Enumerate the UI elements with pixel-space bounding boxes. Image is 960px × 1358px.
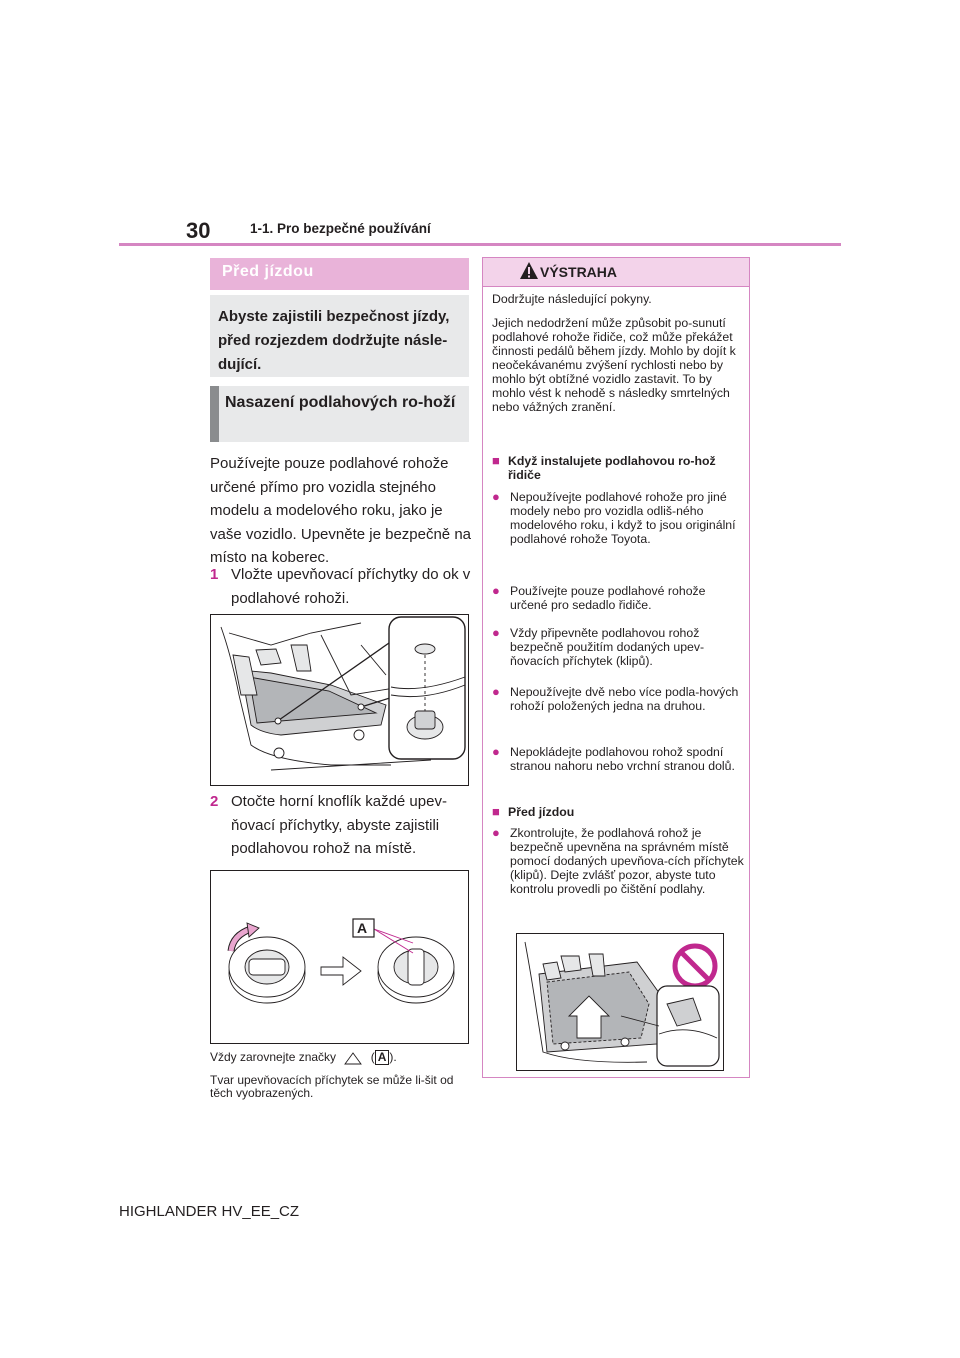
- subheading-text: Když instalujete podlahovou ro-hož řidiče: [508, 454, 716, 482]
- section-title: 1-1. Pro bezpečné používání: [250, 221, 431, 236]
- round-bullet-icon: ●: [492, 583, 500, 598]
- bullet-text: Nepoužívejte dvě nebo více podla-hových rohoží položených jedna na druhou.: [510, 685, 739, 713]
- caption-end: ).: [389, 1050, 397, 1064]
- intro-text: Abyste zajistili bezpečnost jízdy, před rozjezdem dodržujte násle-dující.: [218, 308, 450, 373]
- subheading-box: [210, 386, 469, 442]
- caption-label-a: A: [375, 1050, 390, 1065]
- warning-triangle-icon: [519, 261, 539, 280]
- caption-paren: (: [370, 1050, 375, 1064]
- warning-consequence: Jejich nedodržení může způsobit po-sunutí podlahové rohože řidiče, což může překážet činnosti pedálů během jízdy. Mohlo by dojít k neočekávanému zvýšení rychlosti nebo by mohlo být obtížné vozidlo zastavit. To by mohlo vést k nehodě s následky smrtelných nebo vážných zranění.: [492, 316, 736, 414]
- warning-bullet: [492, 685, 744, 713]
- intro-box: [210, 295, 469, 377]
- floor-mat-drawing: [211, 615, 468, 785]
- footer-model: HIGHLANDER HV_EE_CZ: [119, 1203, 300, 1220]
- clip-rotation-illustration: [210, 870, 469, 1044]
- caption-align-marks: [210, 1050, 472, 1065]
- round-bullet-icon: ●: [492, 684, 500, 699]
- step-number: 1: [210, 566, 219, 583]
- warning-title: VÝSTRAHA: [540, 264, 618, 280]
- bullet-text: Používejte pouze podlahové rohože určené pro sedadlo řidiče.: [510, 584, 706, 612]
- round-bullet-icon: ●: [492, 825, 500, 840]
- header-rule: [119, 243, 841, 246]
- bullet-text: Vždy připevněte podlahovou rohož bezpečně použitím dodaných upev-ňovacích příchytek (klipů).: [510, 626, 705, 668]
- warning-subheading-install: [492, 454, 744, 482]
- step-text: Otočte horní knoflík každé upev-ňovací příchytky, abyste zajistili podlahovou rohož na místě.: [231, 793, 447, 857]
- triangle-mark-icon: [339, 1051, 367, 1065]
- step-text: Vložte upevňovací příchytky do ok v podlahové rohoži.: [231, 566, 471, 607]
- warning-bullet: [492, 490, 744, 546]
- body-paragraph: Používejte pouze podlahové rohože určené přímo pro vozidla stejného modelu a modelového roku, jako je vaše vozidlo. Upevněte je bezpečně na místo na koberec.: [210, 455, 472, 566]
- section-heading-box: [210, 258, 469, 290]
- warning-bullet: [492, 584, 744, 612]
- warning-intro: Dodržujte následující pokyny.: [492, 292, 652, 306]
- bullet-text: Nepoužívejte podlahové rohože pro jiné modely nebo pro vozidla odliš-ného modelového roku, i když to jsou originální podlahové rohože Toyota.: [510, 490, 736, 546]
- subheading: Nasazení podlahových ro-hoží: [225, 394, 456, 411]
- step-2: [210, 790, 472, 861]
- warning-bullet: [492, 826, 744, 896]
- bullet-text: Zkontrolujte, že podlahová rohož je bezpečně upevněna na správném místě pomocí dodaných upevňova-cích příchytek (klipů). Dejte zvlášť pozor, abyste tuto kontrolu provedli po čištění podlahy.: [510, 826, 744, 896]
- clip-drawing: [211, 871, 468, 1043]
- round-bullet-icon: ●: [492, 489, 500, 504]
- round-bullet-icon: ●: [492, 744, 500, 759]
- square-bullet-icon: ■: [492, 453, 500, 468]
- step-number: 2: [210, 793, 219, 810]
- mat-prohibited-illustration: [516, 933, 724, 1071]
- caption-note: Tvar upevňovacích příchytek se může li-šit od těch vyobrazených.: [210, 1073, 454, 1100]
- warning-bullet: [492, 626, 744, 668]
- bullet-text: Nepokládejte podlahovou rohož spodní stranou nahoru nebo vrchní stranou dolů.: [510, 745, 735, 773]
- warning-subheading-before-driving: [492, 805, 744, 819]
- step-1: [210, 563, 472, 610]
- fig-label-a: A: [357, 920, 368, 936]
- round-bullet-icon: ●: [492, 625, 500, 640]
- subheading-text: Před jízdou: [508, 805, 575, 819]
- square-bullet-icon: ■: [492, 804, 500, 819]
- prohibited-mat-drawing: [517, 934, 723, 1070]
- warning-bullet: [492, 745, 744, 773]
- section-heading: Před jízdou: [222, 263, 314, 280]
- page-number: 30: [186, 218, 211, 243]
- floor-mat-illustration: [210, 614, 469, 786]
- caption-text: Vždy zarovnejte značky: [210, 1050, 337, 1064]
